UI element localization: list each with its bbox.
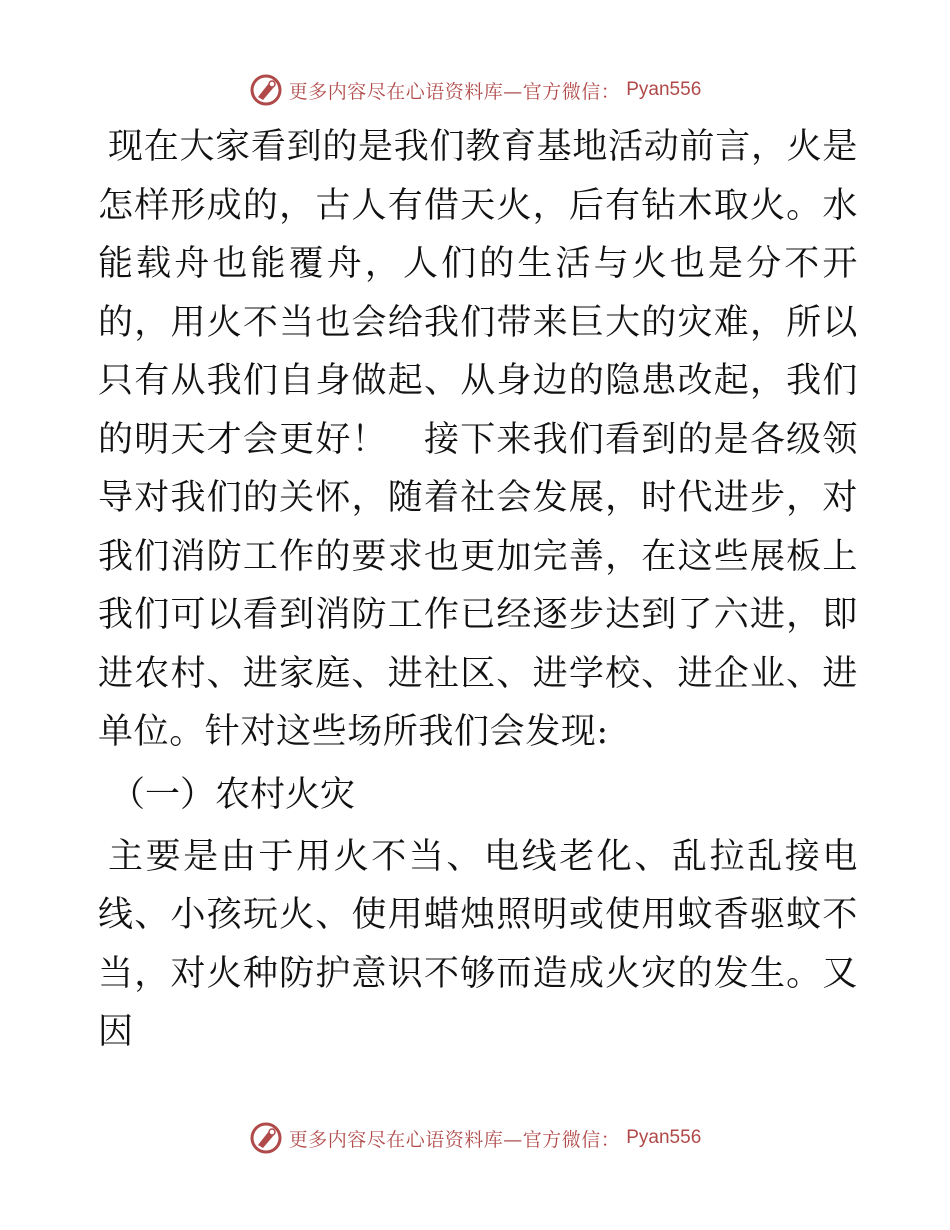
footer-watermark — [0, 1118, 950, 1158]
header-watermark-id: Pyan556 — [626, 79, 702, 100]
section-heading-rural-fire: （一）农村火灾 — [110, 774, 356, 815]
header-watermark-text: 更多内容尽在心语资料库—官方微信： — [288, 80, 621, 103]
footer-watermark-id: Pyan556 — [626, 1127, 702, 1148]
header-watermark — [0, 70, 950, 110]
footer-watermark-text: 更多内容尽在心语资料库—官方微信： — [288, 1128, 621, 1151]
paragraph-rural-fire: 主要是由于用火不当、电线老化、乱拉乱接电线、小孩玩火、使用蜡烛照明或使用蚊香驱蚊不当，对火种防护意识不够而造成火灾的发生。又因 — [98, 836, 858, 1052]
document-body — [98, 118, 858, 1062]
brand-logo-icon — [249, 73, 283, 107]
brand-logo-icon — [249, 1121, 283, 1155]
paragraph-intro: 现在大家看到的是我们教育基地活动前言，火是怎样形成的，古人有借天火，后有钻木取火。水能载舟也能覆舟，人们的生活与火也是分不开的，用火不当也会给我们带来巨大的灾难，所以只有从我们自身做起、从身边的隐患改起，我们的明天才会更好！ 接下来我们看到的是各级领导对我们的关怀，随着社会发展，时代进步，对我们消防工作的要求也更加完善，在这些展板上我们可以看到消防工作已经逐步达到了六进，即进农村、进家庭、进社区、进学校、进企业、进单位。针对这些场所我们会发现: — [98, 127, 858, 752]
